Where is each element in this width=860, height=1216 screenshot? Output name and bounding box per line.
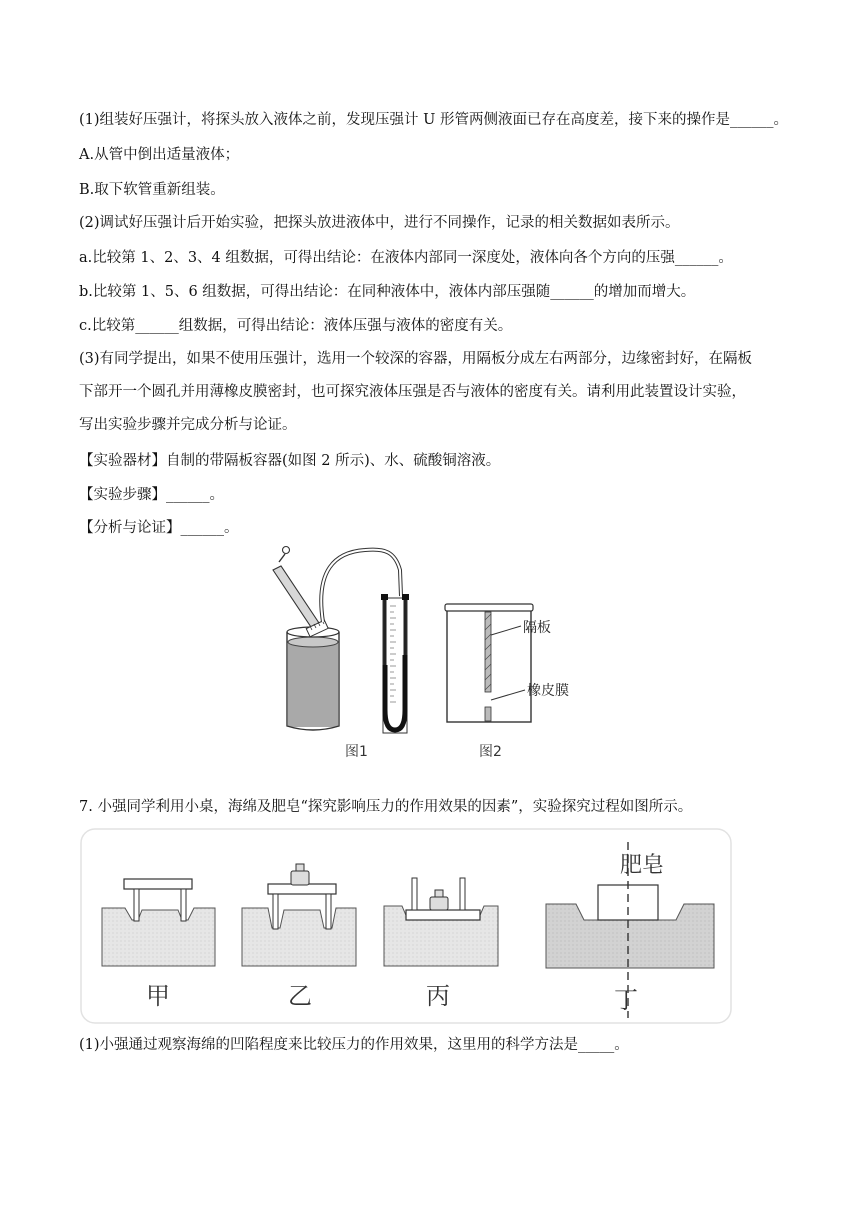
line-q6-part3-2: 下部开一个圆孔并用薄橡皮膜密封，也可探究液体压强是否与液体的密度有关。请利用此装置设计实验， [79,384,746,400]
line-q6-part3-1: (3)有同学提出，如果不使用压强计，选用一个较深的容器，用隔板分成左右两部分，边缘密封好，在隔板 [79,351,753,367]
label-soap: 肥皂 [620,853,665,878]
label-jia: 甲 [146,982,170,1010]
line-q6-c: c.比较第______组数据，可得出结论：液体压强与液体的密度有关。 [79,318,513,334]
caption-figure-1: 图1 [345,744,368,760]
line-q7-stem: 7. 小强同学利用小桌，海绵及肥皂“探究影响压力的作用效果的因素”，实验探究过程如图所示。 [79,799,693,815]
label-ding: 丁 [614,986,638,1014]
line-q6-part2: (2)调试好压强计后开始实验，把探头放进液体中，进行不同操作，记录的相关数据如表所示。 [79,215,680,231]
line-q6-a: a.比较第 1、2、3、4 组数据，可得出结论：在液体内部同一深度处，液体向各个方向的压强______。 [79,250,733,266]
u-tube-manometer [381,594,409,733]
line-q7-part1: (1)小强通过观察海绵的凹陷程度来比较压力的作用效果，这里用的科学方法是_____。 [79,1037,629,1053]
line-option-a: A.从管中倒出适量液体； [79,147,240,163]
figure-pressure-apparatus [255,540,615,765]
label-partition: 隔板 [523,620,551,636]
label-yi: 乙 [288,982,312,1010]
partitioned-container [445,604,533,722]
line-analysis: 【分析与论证】______。 [79,520,239,536]
line-q6-b: b.比较第 1、5、6 组数据，可得出结论：在同种液体中，液体内部压强随______的增加而增大。 [79,284,696,300]
line-q6-part3-3: 写出实验步骤并完成分析与论证。 [79,417,297,433]
caption-figure-2: 图2 [479,744,502,760]
line-q6-part1: (1)组装好压强计，将探头放入液体之前，发现压强计 U 形管两侧液面已存在高度差，接下来的操作是______。 [79,112,788,128]
line-option-b: B.取下软管重新组装。 [79,182,225,198]
line-steps: 【实验步骤】______。 [79,487,224,503]
beaker [287,627,339,730]
label-membrane: 橡皮膜 [527,683,569,699]
label-bing: 丙 [426,982,450,1010]
line-equipment: 【实验器材】自制的带隔板容器(如图 2 所示)、水、硫酸铜溶液。 [79,453,501,469]
figure-sponge-experiments [80,828,732,1024]
